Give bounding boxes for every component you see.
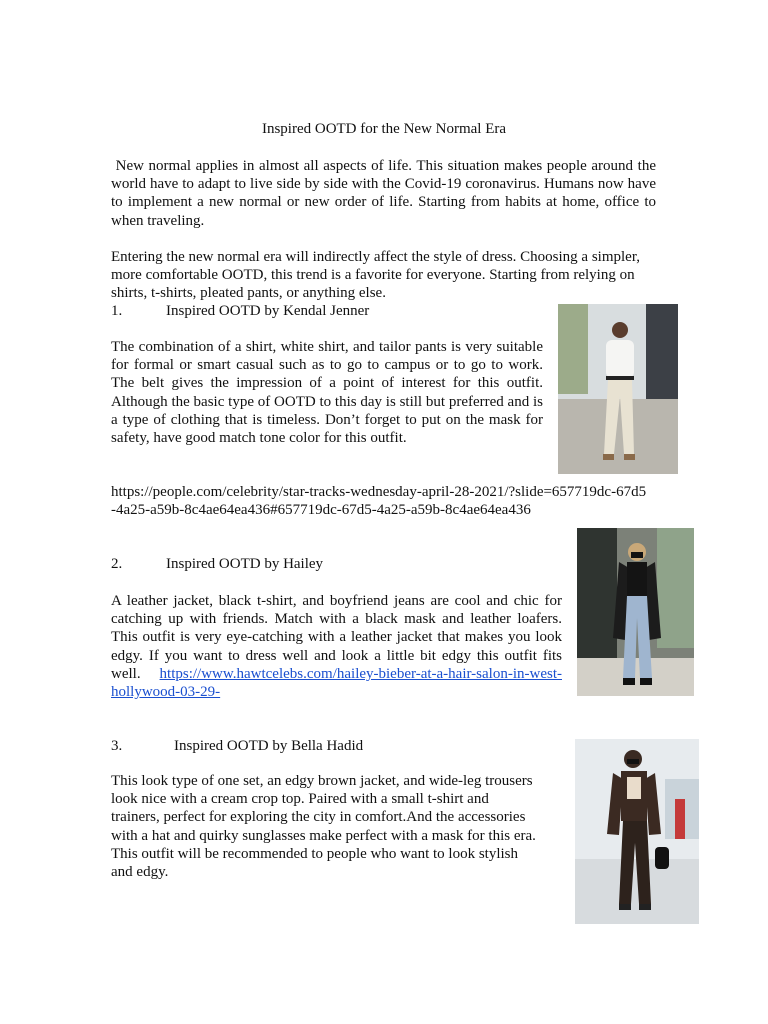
section-1-heading <box>111 303 369 320</box>
section-2-body-text: A leather jacket, black t-shirt, and boyfriend jeans are cool and chic for catching up with friends. Match with a black mask and leather loafers. This outfit is very eye-catching with a leather jacket that makes you look edgy. If you want to dress well and look a little bit edgy this outfit fits well. <box>111 593 562 682</box>
section-1-source-url: https://people.com/celebrity/star-tracks-wednesday-april-28-2021/?slide=657719dc-67d5-4a25-a59b-8c4ae64ea436#657719dc-67d5-4a25-a59b-8c4ae64ea436 <box>111 484 647 519</box>
document-title: Inspired OOTD for the New Normal Era <box>261 121 507 137</box>
section-1-number: 1. <box>111 303 123 319</box>
section-3-number: 3. <box>111 738 123 754</box>
photo-hailey-bieber <box>577 528 694 696</box>
section-1-title: Inspired OOTD by Kendal Jenner <box>166 303 370 319</box>
section-3-heading <box>111 738 363 755</box>
intro-paragraph-1: New normal applies in almost all aspects of life. This situation makes people around the world have to adapt to live side by side with the Covid-19 coronavirus. Humans now have to implement a new normal or new order of life. Starting from habits at home, office to when traveling. <box>111 158 656 229</box>
photo-bella-hadid <box>575 739 699 924</box>
section-2-body <box>111 592 562 701</box>
section-2-title: Inspired OOTD by Hailey <box>166 556 324 572</box>
section-3-body: This look type of one set, an edgy brown jacket, and wide-leg trousers look nice with a cream crop top. Paired with a small t-shirt and trainers, perfect for exploring the city in comfort.And the accessories with a hat and quirky sunglasses make perfect with a mask for this era. This outfit will be recommended to people who want to look stylish and edgy. <box>111 773 536 881</box>
section-3-title: Inspired OOTD by Bella Hadid <box>174 738 364 754</box>
photo-kendall-jenner <box>558 304 678 474</box>
section-2-number: 2. <box>111 556 123 572</box>
section-2-heading <box>111 556 323 573</box>
section-2-source-link[interactable]: https://www.hawtcelebs.com/hailey-bieber-at-a-hair-salon-in-west-hollywood-03-29- <box>111 665 562 701</box>
intro-paragraph-2: Entering the new normal era will indirectly affect the style of dress. Choosing a simpler, more comfortable OOTD, this trend is a favorite for everyone. Starting from relying on shirts, t-shirts, pleated pants, or anything else. <box>111 249 640 302</box>
section-1-body: The combination of a shirt, white shirt, and tailor pants is very suitable for formal or smart casual such as to go to campus or to go to work. The belt gives the impression of a point of interest for this outfit. Although the basic type of OOTD to this day is still but preferred and is a type of clothing that is timeless. Don’t forget to put on the mask for safety, have good match tone color for this outfit. <box>111 339 543 447</box>
